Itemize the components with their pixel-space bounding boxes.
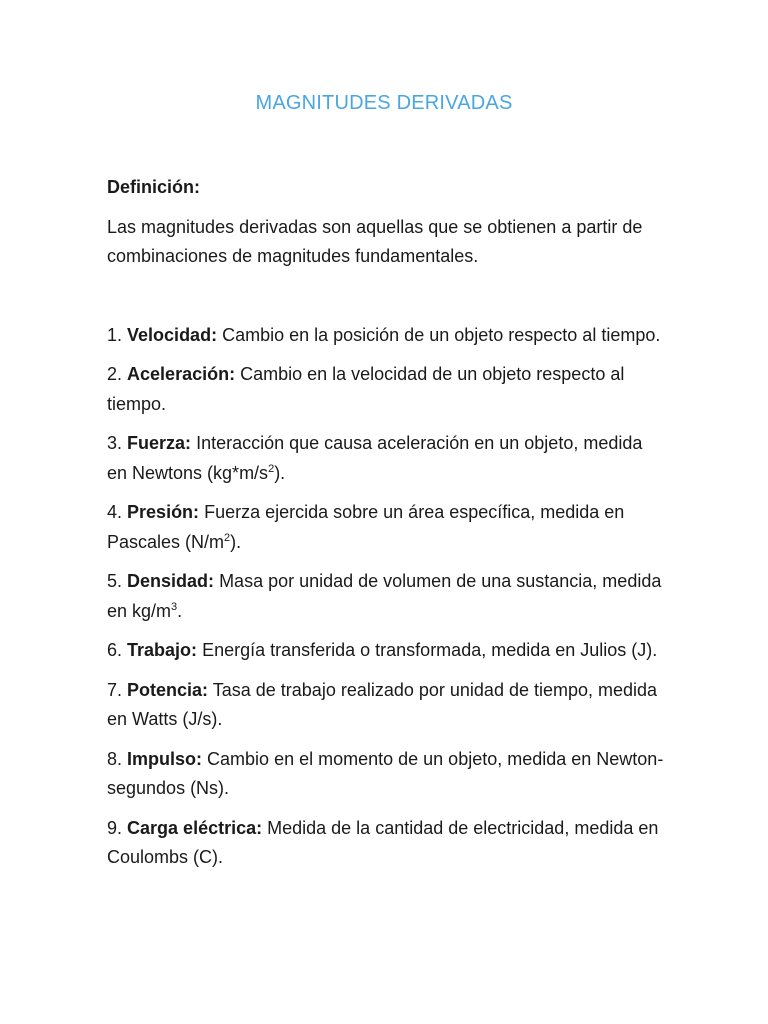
item-description-end: ).: [274, 462, 286, 483]
item-number: 5.: [107, 571, 123, 591]
document-body: [107, 173, 667, 883]
item-description: Medida de la cantidad de electricidad, medida en Coulombs (C).: [107, 817, 659, 867]
list-item: [107, 676, 667, 735]
item-term: Fuerza:: [127, 433, 192, 453]
item-description: Cambio en la velocidad de un objeto respecto al tiempo.: [107, 364, 625, 414]
item-number: 3.: [107, 433, 123, 453]
item-term: Velocidad:: [127, 324, 218, 345]
definition-heading: Definición:: [107, 177, 200, 197]
item-term: Aceleración:: [127, 364, 236, 384]
list-item: [107, 567, 667, 626]
item-description: Fuerza ejercida sobre un área específica, medida en Pascales (N/m: [107, 502, 625, 552]
item-number: 2.: [107, 364, 123, 384]
definition-text: Las magnitudes derivadas son aquellas que se obtienen a partir de combinaciones de magnitudes fundamentales.: [107, 216, 643, 266]
list-item: [107, 745, 667, 804]
list-item: [107, 636, 667, 666]
item-description-end: .: [177, 600, 183, 621]
item-description: Tasa de trabajo realizado por unidad de tiempo, medida en Watts (J/s).: [107, 679, 658, 729]
unit-exponent: 3: [171, 600, 178, 613]
list-item: [107, 321, 667, 351]
item-description-end: ).: [230, 531, 242, 552]
page-title: MAGNITUDES DERIVADAS: [255, 92, 513, 114]
item-term: Presión:: [127, 502, 200, 522]
item-description: Cambio en la posición de un objeto respecto al tiempo.: [222, 324, 661, 345]
derived-magnitudes-list: [107, 321, 667, 873]
item-description: Cambio en el momento de un objeto, medida en Newton-segundos (Ns).: [107, 748, 664, 798]
list-item: [107, 498, 667, 557]
item-description: Interacción que causa aceleración en un objeto, medida en Newtons (kg*m/s: [107, 433, 643, 483]
item-term: Impulso:: [127, 748, 203, 769]
item-number: 6.: [107, 640, 123, 660]
unit-exponent: 2: [224, 531, 231, 544]
item-number: 7.: [107, 679, 123, 700]
item-term: Trabajo:: [127, 640, 198, 660]
unit-exponent: 2: [268, 462, 275, 475]
item-number: 8.: [107, 748, 123, 769]
item-term: Potencia:: [127, 679, 209, 700]
item-number: 9.: [107, 817, 123, 838]
item-description: Masa por unidad de volumen de una sustancia, medida en kg/m: [107, 571, 662, 621]
list-item: [107, 429, 667, 488]
item-number: 4.: [107, 502, 123, 522]
item-description: Energía transferida o transformada, medida en Julios (J).: [202, 640, 658, 660]
item-term: Carga eléctrica:: [127, 817, 263, 838]
item-number: 1.: [107, 324, 123, 345]
list-item: [107, 814, 667, 873]
item-term: Densidad:: [127, 571, 215, 591]
list-item: [107, 360, 667, 419]
